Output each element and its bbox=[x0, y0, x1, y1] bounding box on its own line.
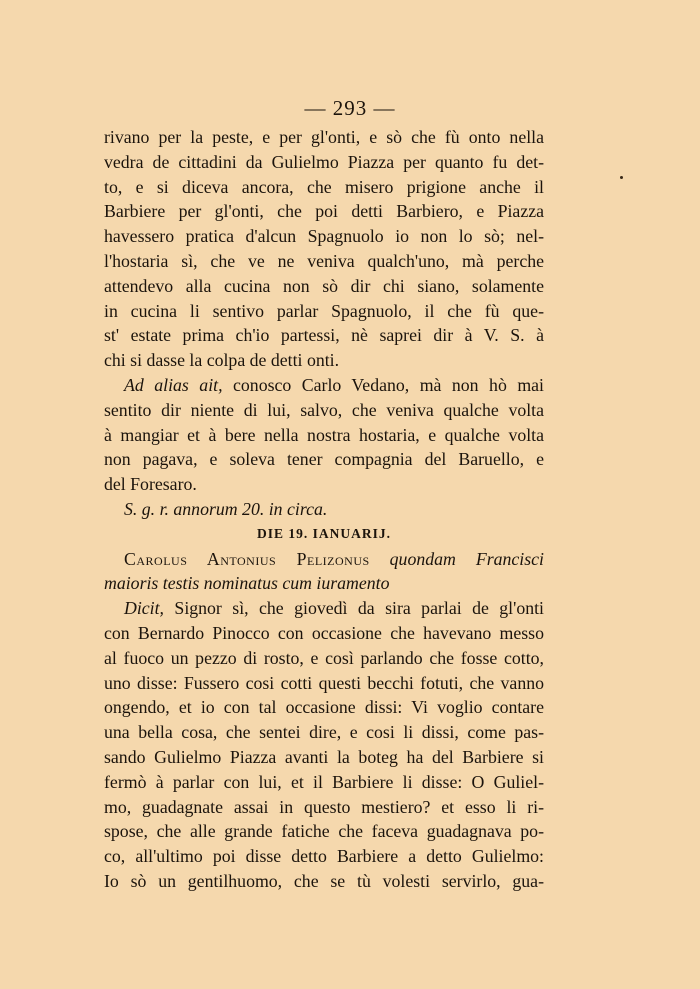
page-body-text bbox=[104, 125, 544, 894]
text-run: co, all'ultimo poi disse detto Barbiere a detto Gulielmo: bbox=[104, 846, 544, 867]
text-run: S. g. r. annorum 20. in circa. bbox=[124, 498, 328, 519]
text-line bbox=[104, 299, 544, 324]
text-run: sentito dir niente di lui, salvo, che veniva qualche volta bbox=[104, 399, 544, 420]
text-line bbox=[104, 720, 544, 745]
text-run: Dicit, bbox=[124, 598, 164, 619]
text-line bbox=[104, 150, 544, 175]
page-number: — 293 — bbox=[304, 96, 396, 120]
text-run: uno disse: Fussero cosi cotti questi becchi fotuti, che vanno bbox=[104, 672, 544, 693]
text-run: havessero pratica d'alcun Spagnuolo io non lo sò; nel- bbox=[104, 226, 544, 247]
text-run: sando Gulielmo Piazza avanti la boteg ha del Barbiere si bbox=[104, 746, 544, 767]
text-run: del Foresaro. bbox=[104, 474, 197, 495]
text-line bbox=[104, 869, 544, 894]
text-line bbox=[104, 175, 544, 200]
text-run: conosco Carlo Vedano, mà non hò mai bbox=[222, 374, 544, 395]
text-line bbox=[104, 596, 544, 621]
text-line bbox=[104, 472, 544, 497]
text-run: maioris testis nominatus cum iuramento bbox=[104, 573, 390, 594]
text-run: chi si dasse la colpa de detti onti. bbox=[104, 350, 340, 371]
text-line bbox=[104, 795, 544, 820]
text-line bbox=[104, 547, 544, 572]
text-line bbox=[104, 373, 544, 398]
text-line bbox=[104, 323, 544, 348]
text-line bbox=[104, 819, 544, 844]
text-line bbox=[104, 646, 544, 671]
text-line bbox=[104, 398, 544, 423]
text-line bbox=[104, 199, 544, 224]
text-run: non pagava, e soleva tener compagnia del Baruello, e bbox=[104, 449, 544, 470]
text-run: fermò à parlar con lui, et il Barbiere li disse: O Guliel- bbox=[104, 771, 544, 792]
text-run: à mangiar et à bere nella nostra hostaria, e qualche volta bbox=[104, 424, 544, 445]
text-run: quondam Francisci bbox=[369, 548, 544, 569]
text-run: al fuoco un pezzo di rosto, e così parlando che fosse cotto, bbox=[104, 647, 544, 668]
text-line bbox=[104, 348, 544, 373]
text-run: spose, che alle grande fatiche che faceva guadagnava po- bbox=[104, 821, 544, 842]
text-line bbox=[104, 844, 544, 869]
text-run: una bella cosa, che sentei dire, e cosi li dissi, come pas- bbox=[104, 722, 544, 743]
text-run: Carolus Antonius Pelizonus bbox=[124, 548, 370, 569]
text-line bbox=[104, 522, 544, 547]
text-run: l'hostaria sì, che ve ne veniva qualch'uno, mà perche bbox=[104, 250, 544, 271]
text-run: in cucina li sentivo parlar Spagnuolo, il che fù que- bbox=[104, 300, 544, 321]
text-line bbox=[104, 497, 544, 522]
text-run: Ad alias ait, bbox=[124, 374, 223, 395]
text-run: to, e si diceva ancora, che misero prigione anche il bbox=[104, 176, 544, 197]
text-run: con Bernardo Pinocco con occasione che havevano messo bbox=[104, 622, 544, 643]
text-run: DIE 19. IANUARIJ. bbox=[256, 525, 391, 541]
text-line bbox=[104, 695, 544, 720]
text-run: rivano per la peste, e per gl'onti, e sò che fù onto nella bbox=[104, 127, 544, 147]
text-line bbox=[104, 274, 544, 299]
text-line bbox=[104, 745, 544, 770]
text-run: vedra de cittadini da Gulielmo Piazza per quanto fu det- bbox=[104, 151, 544, 172]
text-line bbox=[104, 423, 544, 448]
text-run: Io sò un gentilhuomo, che se tù volesti servirlo, gua- bbox=[104, 870, 544, 891]
text-line bbox=[104, 125, 544, 150]
text-line bbox=[104, 770, 544, 795]
text-line bbox=[104, 671, 544, 696]
text-run: ongendo, et io con tal occasione dissi: Vi voglio contare bbox=[104, 697, 544, 718]
text-line bbox=[104, 249, 544, 274]
text-run: Signor sì, che giovedì da sira parlai de gl'onti bbox=[164, 598, 544, 619]
text-run: Barbiere per gl'onti, che poi detti Barbiero, e Piazza bbox=[104, 201, 544, 222]
text-line bbox=[104, 621, 544, 646]
text-run: attendevo alla cucina non sò dir chi siano, solamente bbox=[104, 275, 544, 296]
text-line bbox=[104, 447, 544, 472]
ink-speck bbox=[620, 176, 623, 179]
text-run: mo, guadagnate assai in questo mestiero? et esso li ri- bbox=[104, 796, 544, 817]
text-run: st' estate prima ch'io partessi, nè saprei dir à V. S. à bbox=[104, 325, 544, 346]
text-line bbox=[104, 224, 544, 249]
text-line bbox=[104, 571, 544, 596]
